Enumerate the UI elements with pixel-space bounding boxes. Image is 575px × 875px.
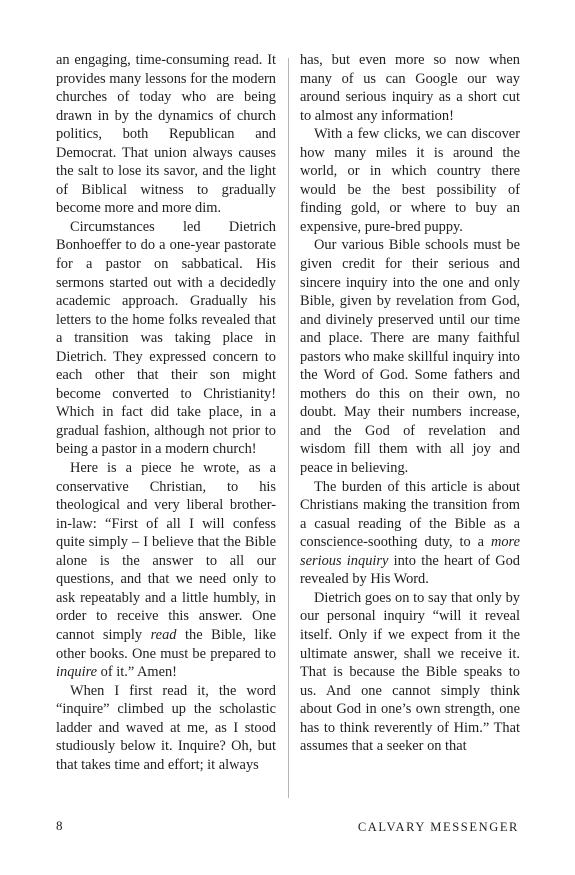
emphasis-inquire: inquire <box>56 664 98 681</box>
right-paragraph-2: With a few clicks, we can discover how many miles it is around the world, or in which country there would be the best possibility of finding gold, or where to buy an expensive, pure-bred puppy. <box>300 126 520 235</box>
burden-text-a: The burden of this article is about Christians making the transition from a casual reading of the Bible as a conscience-soothing duty, to a <box>300 478 520 551</box>
left-paragraph-3 <box>56 459 276 682</box>
left-column <box>56 51 276 774</box>
emphasis-more-serious-inquiry: more serious inquiry <box>300 534 520 569</box>
quote-text-a: Here is a piece he wrote, as a conservative Christian, to his theological and very liberal brother-in-law: “First of all I will confess quite simply – I believe that the Bible alone is the answer to all our questions, and that we need only to ask repeatably and a little humbly, in order to receive this answer. One cannot simply <box>56 460 276 643</box>
quote-text-b: the Bible, like other books. One must be prepared to <box>56 626 276 662</box>
left-paragraph-1: an engaging, time-consuming read. It provides many lessons for the modern churches of today who are being drawn in by the dynamics of church politics, both Republican and Democrat. That union always causes the salt to lose its savor, and the light of Biblical witness to gradually become more and more dim. <box>56 52 276 217</box>
page-number: 8 <box>56 818 63 833</box>
right-paragraph-3: Our various Bible schools must be given credit for their serious and sincere inquiry into the one and only Bible, given by revelation from God, and divinely preserved until our time and place. There are many faithful pastors who make skillful inquiry into the Word of God. Some fathers and mothers do this on their own, no doubt. May their numbers increase, and the God of revelation and wisdom fill them with all joy and peace in believing. <box>300 237 520 477</box>
publication-title: CALVARY MESSENGER <box>357 820 519 834</box>
emphasis-read: read <box>150 626 177 643</box>
right-paragraph-1: has, but even more so now when many of us can Google our way around serious inquiry as a short cut to almost any information! <box>300 52 520 124</box>
column-divider <box>288 58 289 798</box>
burden-text-b: into the heart of God revealed by His Word. <box>300 552 520 588</box>
right-column <box>300 51 520 756</box>
right-paragraph-5: Dietrich goes on to say that only by our personal inquiry “will it reveal itself. Only if we expect from it the ultimate answer, shall we receive it. That is because the Bible speaks to us. And one cannot simply think about God in one’s own strength, one has to think reverently of Him.” That assumes that a seeker on that <box>300 589 520 755</box>
left-paragraph-2: Circumstances led Dietrich Bonhoeffer to do a one-year pastorate for a pastor on sabbatical. His sermons started out with a decidedly academic approach. Gradually his letters to the home folks revealed that a transition was taking place in Dietrich. They expressed concern to each other that their son might become converted to Christianity! Which in fact did take place, in a gradual fashion, although not prior to being a pastor in a modern church! <box>56 218 276 458</box>
left-paragraph-4: When I first read it, the word “inquire” climbed up the scholastic ladder and waved at me, as I stood studiously below it. Inquire? Oh, but that takes time and effort; it always <box>56 682 276 773</box>
quote-text-c: of it.” Amen! <box>97 664 177 681</box>
right-paragraph-4 <box>300 478 520 589</box>
